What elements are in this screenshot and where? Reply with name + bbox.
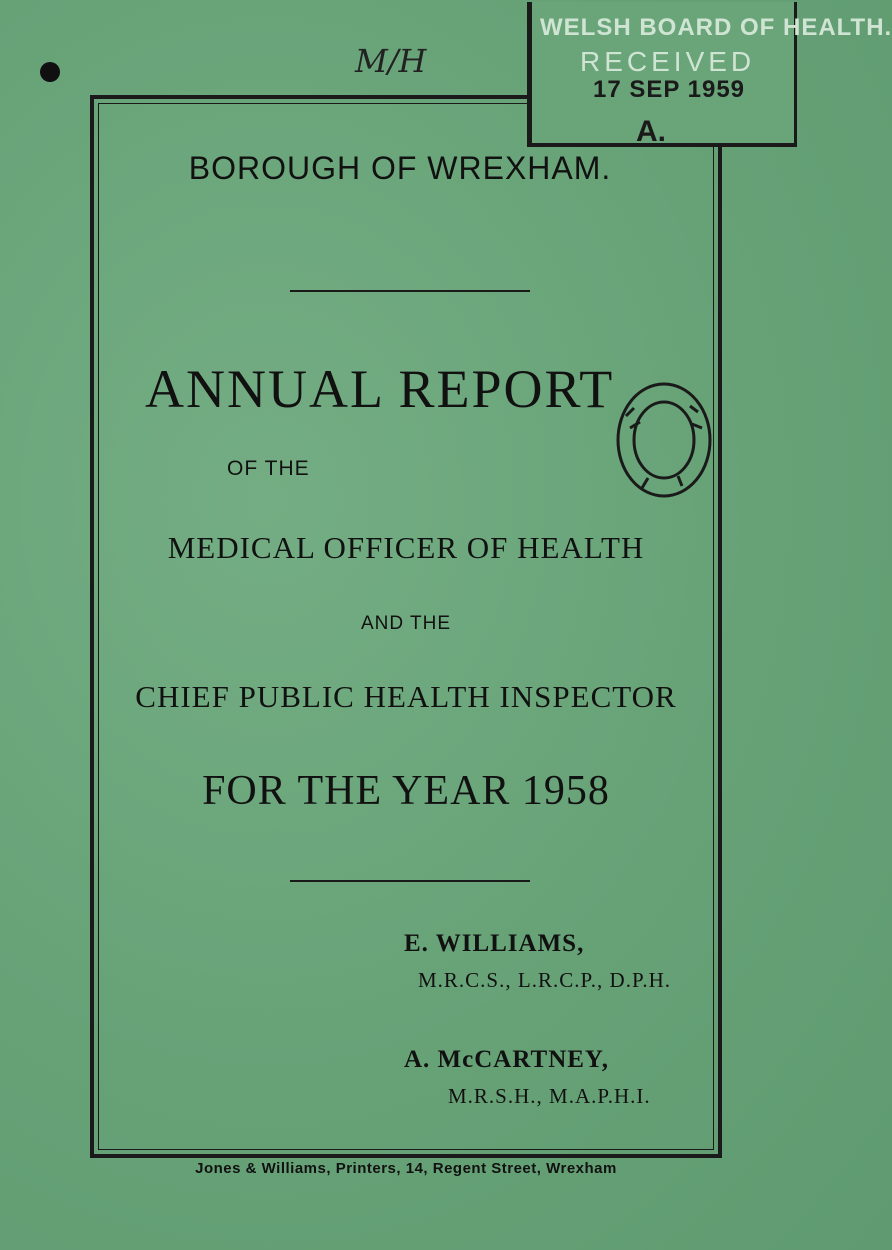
punch-hole	[40, 62, 60, 82]
author-name: A. McCARTNEY,	[404, 1046, 609, 1073]
chief-inspector-heading: CHIEF PUBLIC HEALTH INSPECTOR	[135, 679, 677, 714]
stamp-date: 17 SEP 1959	[593, 76, 746, 103]
handwritten-note: M/H	[355, 42, 427, 80]
and-the-label: AND THE	[360, 613, 452, 634]
divider-top	[290, 290, 530, 292]
stamp-received: RECEIVED	[580, 46, 756, 77]
author-qualifications: M.R.S.H., M.A.P.H.I.	[448, 1084, 651, 1108]
borough-heading: BOROUGH OF WREXHAM.	[188, 150, 612, 186]
divider-bottom	[290, 880, 530, 882]
author-name: E. WILLIAMS,	[404, 930, 585, 957]
medical-officer-heading: MEDICAL OFFICER OF HEALTH	[167, 530, 645, 565]
seal-stamp-icon	[612, 378, 716, 500]
of-the-label: OF THE	[227, 457, 310, 480]
printer-imprint: Jones & Williams, Printers, 14, Regent Street, Wrexham	[195, 1160, 617, 1177]
report-year: FOR THE YEAR 1958	[202, 768, 610, 814]
report-title: ANNUAL REPORT	[145, 359, 615, 419]
stamp-authority: WELSH BOARD OF HEALTH.	[540, 14, 892, 41]
stamp-letter: A.	[636, 115, 666, 148]
author-qualifications: M.R.C.S., L.R.C.P., D.P.H.	[418, 968, 671, 992]
